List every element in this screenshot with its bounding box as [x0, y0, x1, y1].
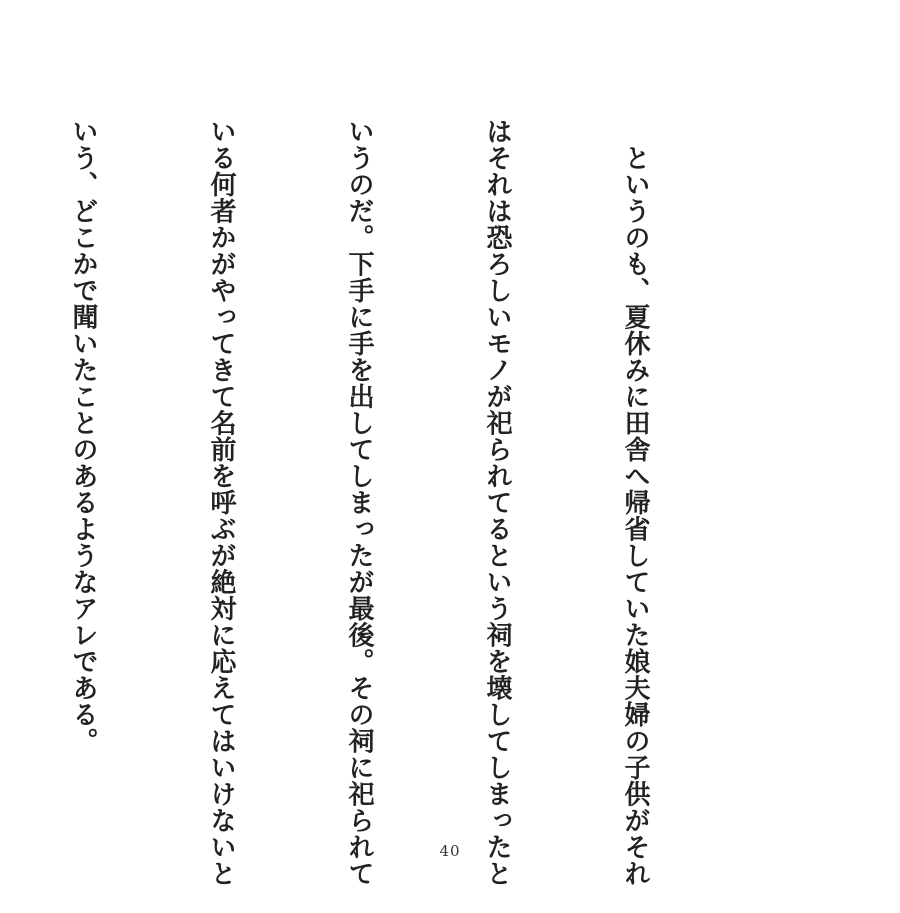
text-line: というのも、夏休みに田舎へ帰省していた娘夫婦の子供がそれ: [620, 118, 650, 887]
text-line: いる何者かがやってきて名前を呼ぶが絶対に応えてはいけないと: [206, 118, 236, 887]
text-line: いう、どこかで聞いたことのあるようなアレである。: [68, 118, 98, 754]
text-line: いうのだ。下手に手を出してしまったが最後。その祠に祀られて: [344, 118, 374, 887]
page-number: 40: [439, 842, 461, 860]
text-line: はそれは恐ろしいモノが祀られてるという祠を壊してしまったと: [482, 118, 512, 887]
